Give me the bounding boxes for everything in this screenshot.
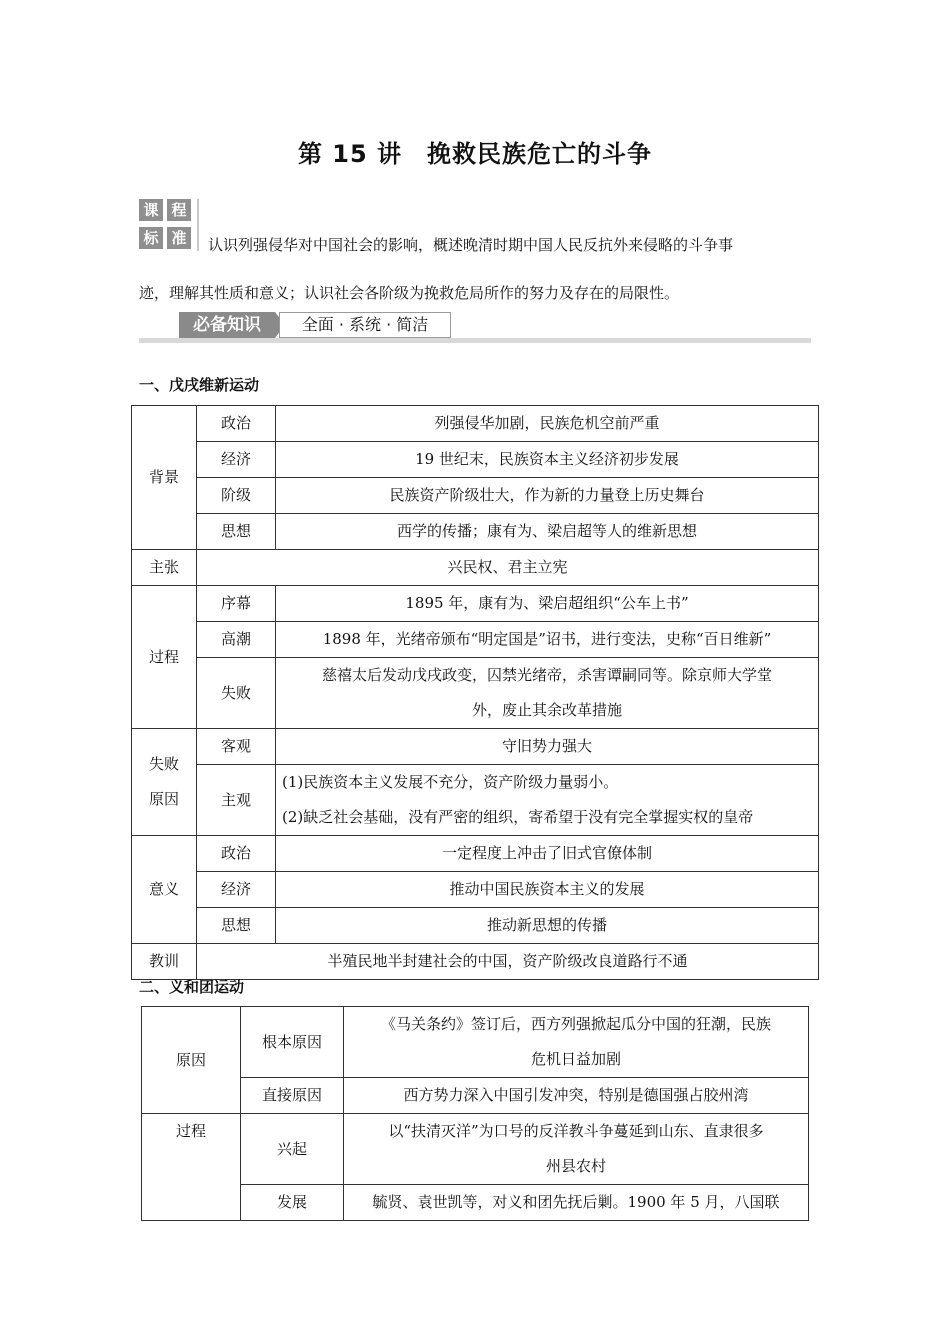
row-value-line: (1)民族资本主义发展不充分，资产阶级力量弱小。 (282, 773, 619, 791)
row-value: 推动新思想的传播 (276, 908, 819, 944)
row-value-line: (2)缺乏社会基础，没有严密的组织，寄希望于没有完全掌握实权的皇帝 (282, 808, 754, 826)
row-value: 一定程度上冲击了旧式官僚体制 (276, 836, 819, 872)
knowledge-bar-tagline: 全面 · 系统 · 简洁 (279, 312, 451, 338)
row-value-line: 州县农村 (545, 1157, 606, 1175)
row-value (344, 1114, 809, 1185)
row-label-line: 失败 (148, 755, 179, 773)
table-row (142, 1185, 809, 1221)
row-key: 序幕 (197, 586, 276, 622)
table-row (132, 514, 819, 550)
row-key: 高潮 (197, 622, 276, 658)
row-key: 主观 (197, 765, 276, 836)
badge-char: 准 (167, 227, 191, 249)
curriculum-standard-line1: 认识列强侵华对中国社会的影响，概述晚清时期中国人民反抗外来侵略的斗争事 (208, 236, 734, 254)
row-label-line: 原因 (148, 790, 179, 808)
row-key: 思想 (197, 514, 276, 550)
row-label: 背景 (132, 406, 197, 550)
row-value: 西学的传播；康有为、梁启超等人的维新思想 (276, 514, 819, 550)
table-row (132, 836, 819, 872)
reform-movement-table (131, 405, 819, 980)
row-key: 兴起 (241, 1114, 344, 1185)
row-label (132, 729, 197, 836)
row-key: 政治 (197, 406, 276, 442)
row-key: 阶级 (197, 478, 276, 514)
row-value: 民族资产阶级壮大，作为新的力量登上历史舞台 (276, 478, 819, 514)
table-row (132, 622, 819, 658)
page-title: 第 15 讲 挽救民族危亡的斗争 (297, 140, 653, 168)
row-value (276, 765, 819, 836)
table-row (132, 765, 819, 836)
row-value: 1895 年，康有为、梁启超组织“公车上书” (276, 586, 819, 622)
row-value: 西方势力深入中国引发冲突，特别是德国强占胶州湾 (344, 1078, 809, 1114)
row-value-line: 外，废止其余改革措施 (471, 701, 622, 719)
row-key: 经济 (197, 872, 276, 908)
row-key: 客观 (197, 729, 276, 765)
row-value-line: 慈禧太后发动戊戌政变，囚禁光绪帝，杀害谭嗣同等。除京师大学堂 (321, 666, 772, 684)
knowledge-divider (139, 338, 811, 343)
row-value: 半殖民地半封建社会的中国，资产阶级改良道路行不通 (197, 944, 819, 980)
row-key: 根本原因 (241, 1007, 344, 1078)
row-label: 过程 (132, 586, 197, 729)
row-key: 政治 (197, 836, 276, 872)
badge-divider (197, 199, 199, 251)
knowledge-bar-label: 必备知识 (179, 312, 275, 338)
curriculum-standard-line2: 迹，理解其性质和意义；认识社会各阶级为挽救危局所作的努力及存在的局限性。 (139, 284, 680, 302)
table-row (132, 442, 819, 478)
row-value: 守旧势力强大 (276, 729, 819, 765)
row-label: 教训 (132, 944, 197, 980)
boxer-movement-table (141, 1006, 809, 1221)
section2-heading: 二、义和团运动 (139, 978, 245, 996)
row-value: 毓贤、袁世凯等，对义和团先抚后剿。1900 年 5 月，八国联 (344, 1185, 809, 1221)
row-key: 思想 (197, 908, 276, 944)
row-value-line: 以“扶清灭洋”为口号的反洋教斗争蔓延到山东、直隶很多 (388, 1122, 764, 1140)
table-row (142, 1078, 809, 1114)
curriculum-standard-badge (139, 199, 193, 251)
table-row (132, 478, 819, 514)
row-value: 列强侵华加剧，民族危机空前严重 (276, 406, 819, 442)
row-label: 过程 (142, 1114, 241, 1221)
row-value: 19 世纪末，民族资本主义经济初步发展 (276, 442, 819, 478)
row-value: 推动中国民族资本主义的发展 (276, 872, 819, 908)
table-row (132, 908, 819, 944)
table-row (142, 1007, 809, 1078)
section1-heading: 一、戊戌维新运动 (139, 376, 260, 394)
row-key: 发展 (241, 1185, 344, 1221)
table-row (142, 1114, 809, 1185)
badge-char: 标 (139, 227, 163, 249)
table-row (132, 658, 819, 729)
row-label: 主张 (132, 550, 197, 586)
table-row (132, 586, 819, 622)
row-value-line: 《马关条约》签订后，西方列强掀起瓜分中国的狂潮，民族 (380, 1015, 771, 1033)
badge-char: 程 (167, 199, 191, 221)
badge-char: 课 (139, 199, 163, 221)
table-row (132, 550, 819, 586)
table-row (132, 944, 819, 980)
row-value: 1898 年，光绪帝颁布“明定国是”诏书，进行变法，史称“百日维新” (276, 622, 819, 658)
row-value (276, 658, 819, 729)
row-key: 经济 (197, 442, 276, 478)
row-value (344, 1007, 809, 1078)
row-value-line: 危机日益加剧 (530, 1050, 621, 1068)
table-row (132, 872, 819, 908)
row-label: 意义 (132, 836, 197, 944)
table-row (132, 406, 819, 442)
table-row (132, 729, 819, 765)
row-label: 原因 (142, 1007, 241, 1114)
row-key: 直接原因 (241, 1078, 344, 1114)
row-key: 失败 (197, 658, 276, 729)
row-value: 兴民权、君主立宪 (197, 550, 819, 586)
